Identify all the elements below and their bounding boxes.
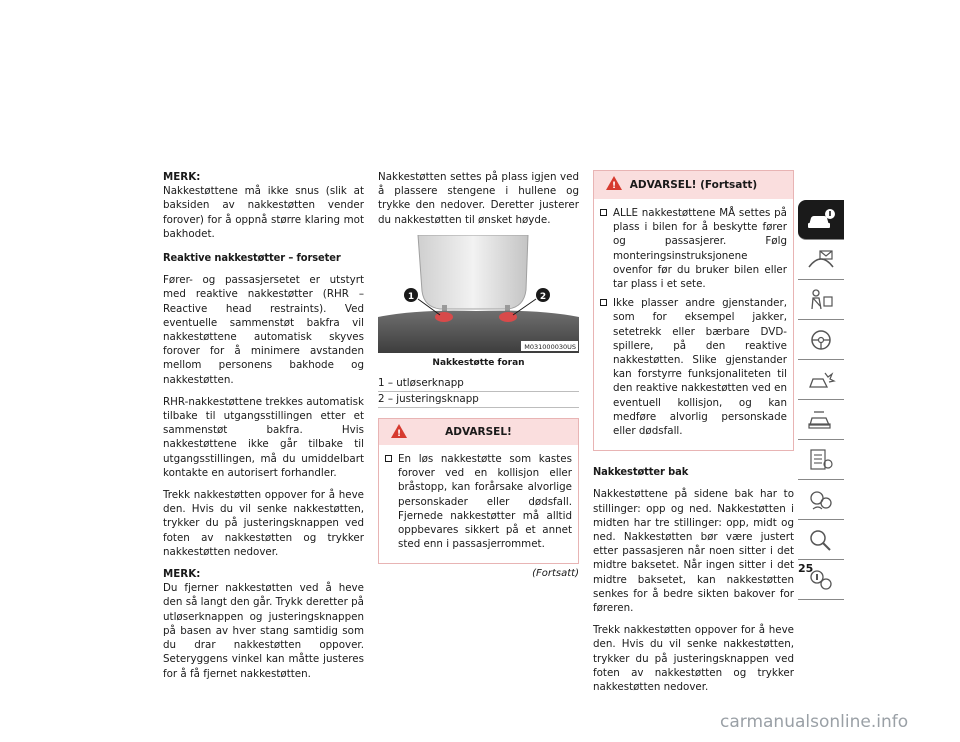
warning-body [379,445,578,563]
note-1-label: MERK: [163,171,201,183]
headrest-figure [378,235,579,353]
tab-index[interactable] [798,520,844,560]
tab-safety[interactable] [798,280,844,320]
note-2-label: MERK: [163,568,201,581]
car-info-icon [806,207,836,233]
paragraph: Nakkestøttene på sidene bak har to stillinger: opp og ned. Nakkestøtten i midten har tre stillinger: opp, midt og ned. Nakkestøtten bør være justert etter passasjeren når noen sitter i det midtre baksetet. Når ingen sitter i det midtre baksetet, kan nakkestøtten senkes for å bedre sikten bakover for føreren. [593,488,794,615]
watermark: carmanualsonline.info [720,712,909,732]
paragraph: Fører- og passasjersetet er utstyrt med reaktive nakkestøtter (RHR – Reactive head restraints). Ved eventuelle sammenstøt bakfra vil nakkestøttene automatisk skyves forover for å minimere avstanden mellom personens bakhode og nakkestøtten. [163,274,364,386]
legend-item-1: 1 – utløserknapp [378,376,579,392]
warning-title: ADVARSEL! [445,425,512,438]
mail-dashboard-icon [806,247,836,273]
note-2 [163,567,364,681]
tab-service[interactable] [798,400,844,440]
figure-code: M031000030US [524,342,576,351]
column-left [163,170,364,689]
checkbox-bullet-icon [600,209,607,216]
search-icon [806,527,836,553]
paragraph: Trekk nakkestøtten oppover for å heve den. Hvis du vil senke nakkestøtten, trykker du på justeringsknappen ved foten av nakkestøtten og trykker nakkestøtten nedover. [163,489,364,558]
headrest-illustration [378,235,579,353]
callout-2: 2 [539,291,547,302]
section-heading-front: Reaktive nakkestøtter – forseter [163,251,341,265]
column-middle [378,170,579,582]
paragraph: Nakkestøtten settes på plass igjen ved å plassere stengene i hullene og trykke den nedover. Deretter justerer du nakkestøtten til ønsket høyde. [378,171,579,226]
tab-driving[interactable] [798,320,844,360]
note-1-text: Nakkestøttene må ikke snus (slik at baksiden av nakkestøtten vender forover) for å oppnå større klaring mot bakhodet. [163,185,364,240]
warning-item: Ikke plasser andre gjenstander, som for eksempel jakker, setetrekk eller bærbare DVD-spillere, på den reaktive nakkestøtten. Slike gjenstander kan forstyrre funksjonaliteten til den reaktive nakkestøtten ved en eventuell kollisjon, og kan medføre alvorlig personskade eller dødsfall. [600,296,787,438]
seatbelt-icon [806,287,836,313]
checklist-icon [806,447,836,473]
callout-1: 1 [407,291,415,302]
steering-wheel-icon [806,327,836,353]
warning-title: ADVARSEL! (Fortsatt) [629,178,758,191]
legend-item-2: 2 – justeringsknapp [378,392,579,408]
warning-triangle-icon: ! [606,176,622,190]
warning-body [594,199,793,450]
warning-triangle-icon: ! [391,424,407,438]
column-right [593,170,794,702]
paragraph: RHR-nakkestøttene trekkes automatisk tilbake til utgangsstillingen etter et sammenstøt bakfra. Hvis nakkestøttene ikke går tilbake til utgangsstillingen, må du umiddelbart kontakte en autorisert forhandler. [163,395,364,479]
note-1 [163,170,364,241]
crash-icon [806,367,836,393]
warning-header [594,171,793,199]
warning-item: En løs nakkestøtte som kastes forover ved en kollisjon eller bråstopp, kan forårsake alvorlige personskader eller dødsfall. Fjernede nakkestøtter må alltid oppbevares sikkert på et annet sted enn i passasjerrommet. [385,452,572,551]
chapter-tabs [798,200,844,600]
warning-item: ALLE nakkestøttene MÅ settes på plass i bilen for å beskytte fører og passasjerer. Følg monteringsinstruksjonene ovenfor før du bruker bilen eller tar plass i et sete. [600,206,787,291]
note-2-text: Du fjerner nakkestøtten ved å heve den så langt den går. Trykk deretter på utløserknappen og justeringsknappen på basen av hver stang samtidig som du drar nakkestøtten oppover. Seteryggens vinkel kan måtte justeres for å få fjernet nakkestøtten. [163,582,364,680]
page-number: 25 [798,562,814,575]
paragraph: Trekk nakkestøtten oppover for å heve den. Hvis du vil senke nakkestøtten, trykker du på justeringsknappen ved foten av nakkestøtten og trykker nakkestøtten nedover. [593,624,794,694]
tab-multimedia[interactable] [798,480,844,520]
section-heading-rear: Nakkestøtter bak [593,465,689,479]
tools-icon [806,487,836,513]
warning-box [378,418,579,564]
service-car-icon [806,407,836,433]
tab-emergency[interactable] [798,360,844,400]
warning-header [379,419,578,445]
checkbox-bullet-icon [600,299,607,306]
tab-specs[interactable] [798,440,844,480]
tab-dashboard[interactable] [798,240,844,280]
tab-car-info[interactable] [798,200,844,240]
checkbox-bullet-icon [385,455,392,462]
continued-label: (Fortsatt) [532,568,579,580]
figure-caption: Nakkestøtte foran [432,357,525,368]
warning-box-continued [593,170,794,451]
